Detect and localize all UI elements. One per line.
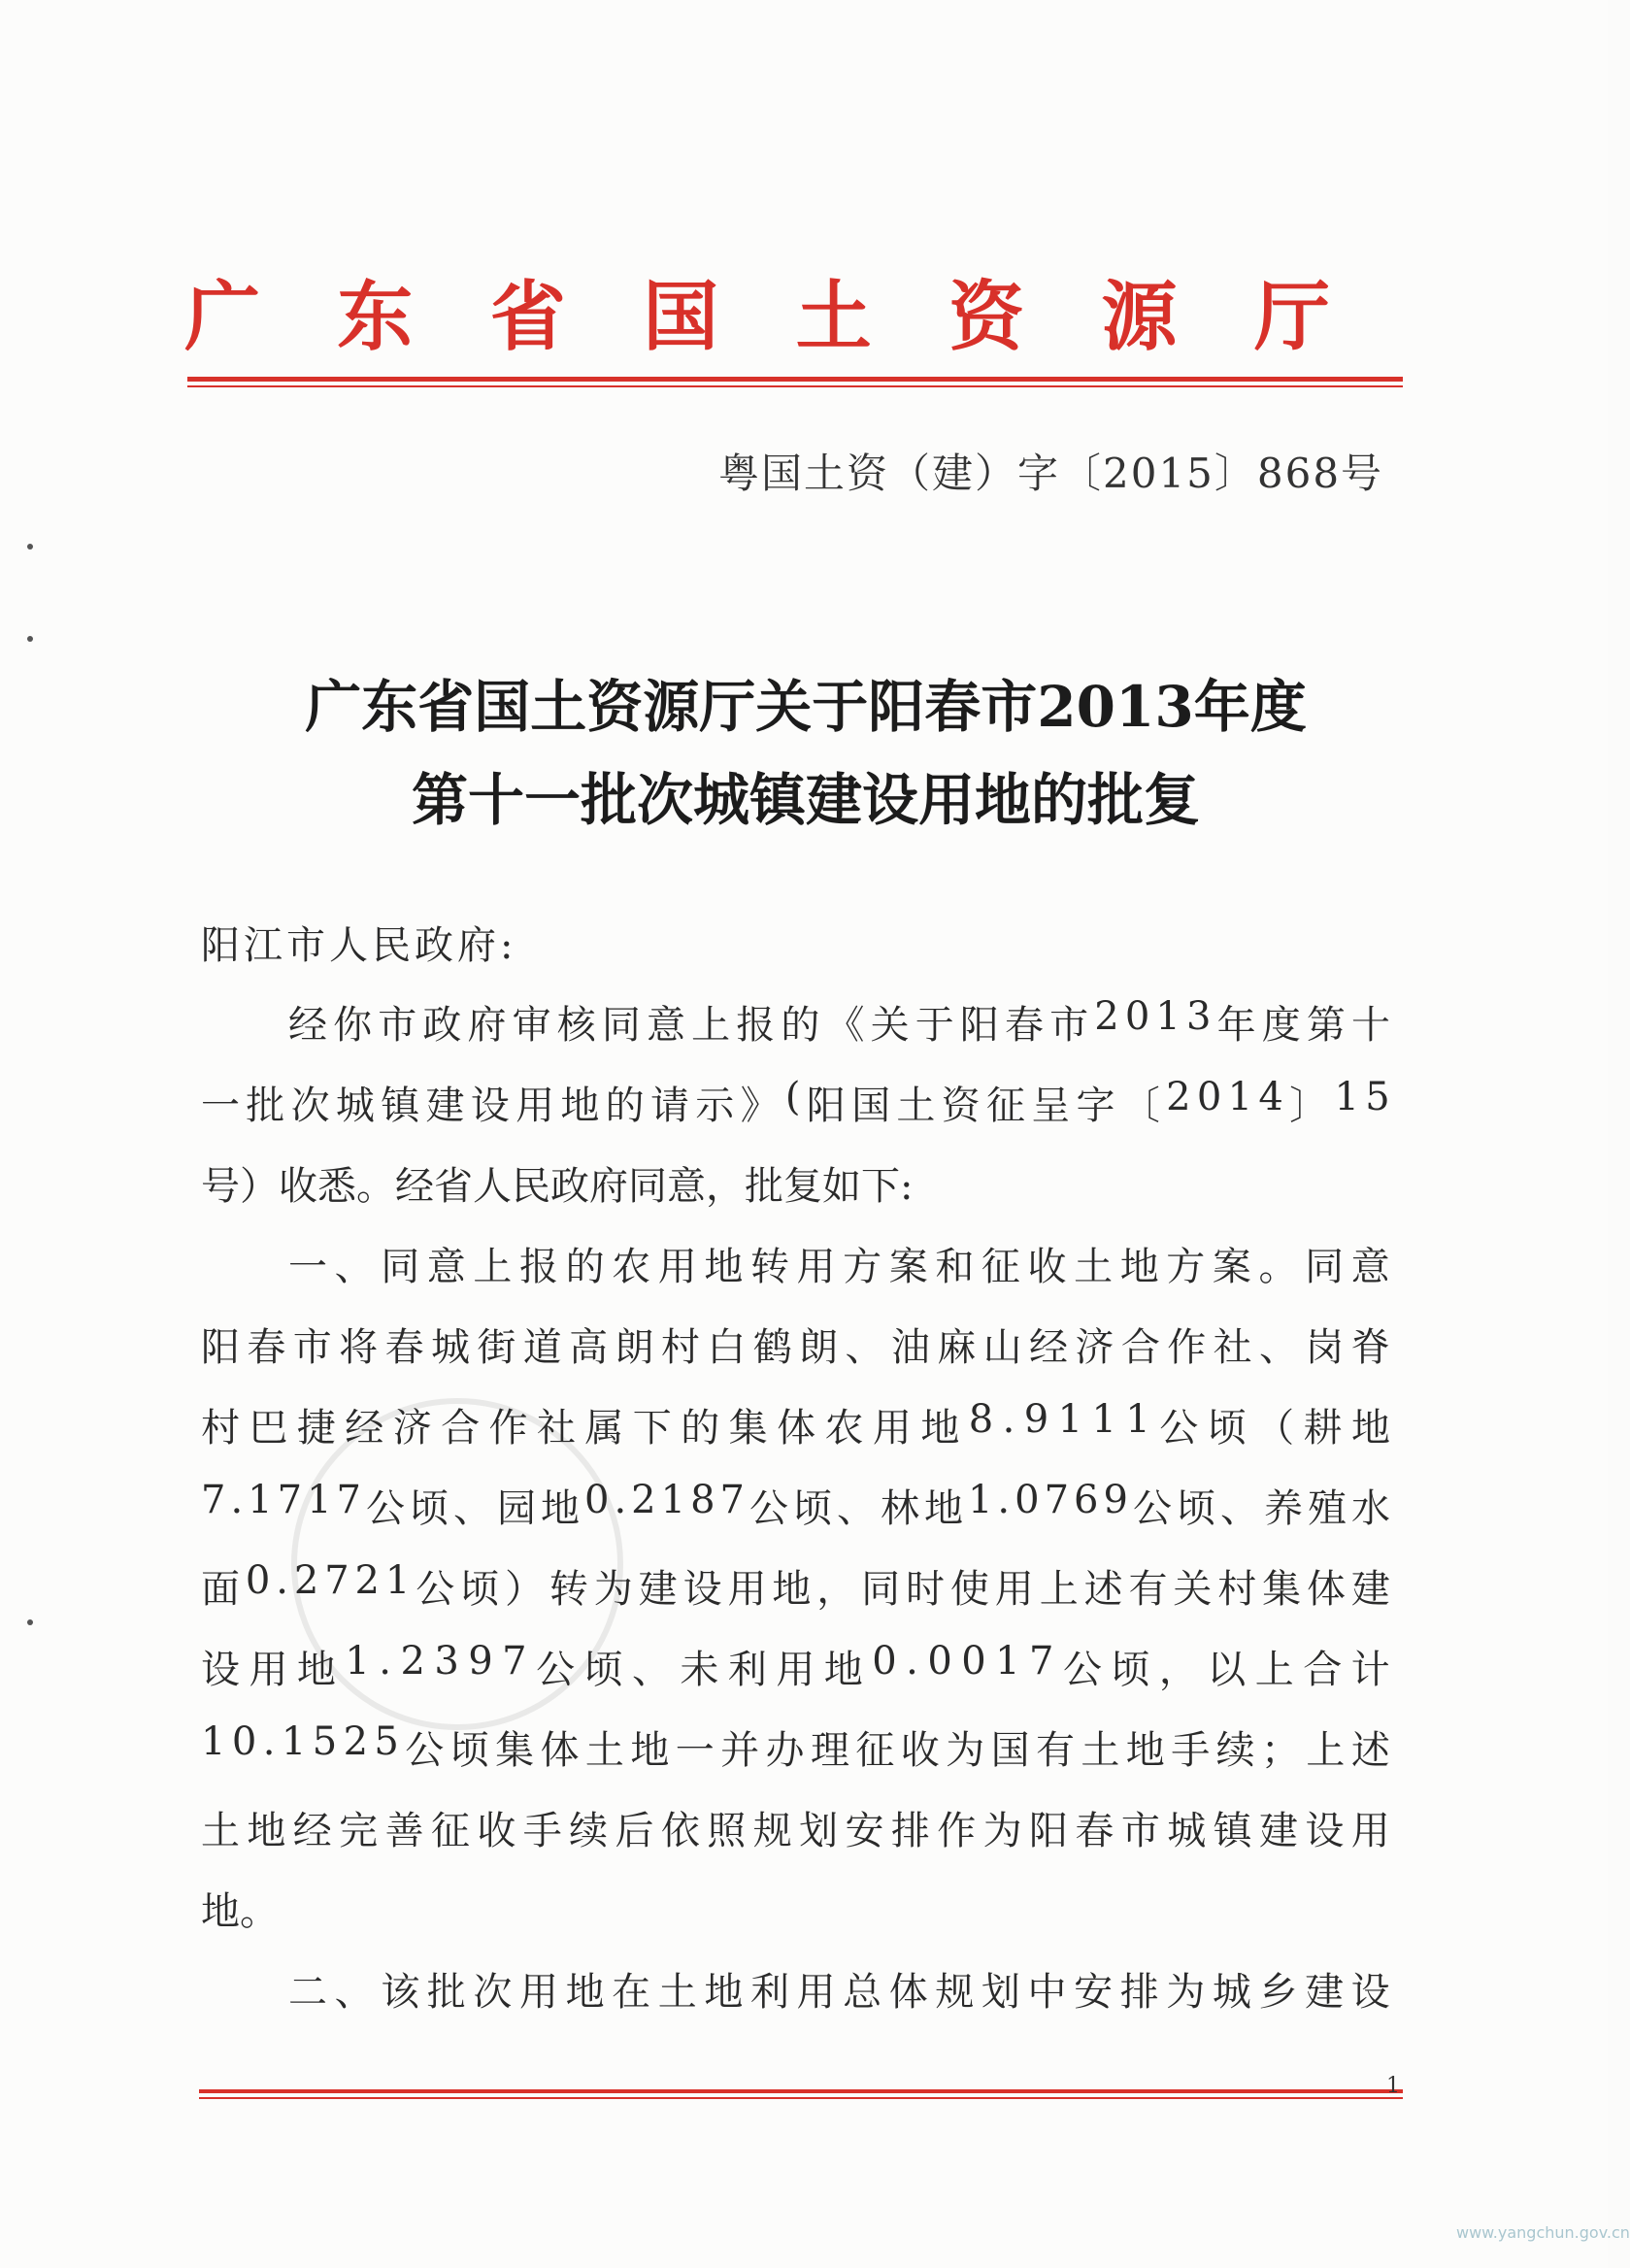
org-char: 土 (795, 274, 872, 361)
header-rule-thin (187, 385, 1403, 387)
body-line: 地。 (201, 1889, 279, 1934)
body-line: 阳 春 市 将 春 城 街 道 高 朗 村 白 鹤 朗 、 油 麻 山 经 济 合 作 社 、 岗 脊 (201, 1325, 1390, 1370)
document-number: 粤国土资（建）字〔2015〕868号 (718, 450, 1384, 497)
org-char: 广 (184, 274, 261, 361)
body-line: 面 0 . 2 7 2 1 公 顷 ） 转 为 建 设 用 地 ， 同 时 使 用 上 述 有 关 村 集 体 建 (201, 1558, 1390, 1612)
document-title (175, 660, 1437, 847)
org-char: 源 (1101, 274, 1178, 361)
org-char: 东 (337, 274, 414, 361)
body-line: 7 . 1 7 1 7 公 顷 、 园 地 0 . 2 1 8 7 公 顷 、 林 地 1 . 0 7 6 9 公 顷 、 养 殖 水 (201, 1478, 1390, 1531)
body-line: 设 用 地 1 . 2 3 9 7 公 顷 、 未 利 用 地 0 . 0 0 1 7 公 顷 ， 以 上 合 计 (201, 1639, 1390, 1692)
header-rule-thick (187, 377, 1403, 382)
scan-mark (27, 636, 33, 642)
scan-mark (27, 1619, 33, 1625)
title-line: 广东省国土资源厅关于阳春市2013年度 (305, 674, 1307, 740)
body-line: 号）收悉。经省人民政府同意，批复如下: (201, 1164, 914, 1209)
body-line: 一 批 次 城 镇 建 设 用 地 的 请 示 》 ( 阳 国 土 资 征 呈 字 〔 2 0 1 4 〕 1 5 (201, 1075, 1390, 1128)
issuing-organization-header (184, 262, 1330, 359)
body-line: 经 你 市 政 府 审 核 同 意 上 报 的 《 关 于 阳 春 市 2 0 1 3 年 度 第 十 (288, 994, 1390, 1048)
title-line: 第十一批次城镇建设用地的批复 (411, 767, 1200, 833)
body-line: 1 0 . 1 5 2 5 公 顷 集 体 土 地 一 并 办 理 征 收 为 国 有 土 地 手 续 ； 上 述 (201, 1719, 1390, 1773)
org-char: 资 (948, 274, 1025, 361)
body-line: 二 、 该 批 次 用 地 在 土 地 利 用 总 体 规 划 中 安 排 为 城 乡 建 设 (288, 1970, 1390, 2015)
org-char: 省 (489, 274, 566, 361)
scan-mark (27, 544, 33, 550)
org-char: 国 (643, 274, 719, 361)
org-char: 厅 (1253, 274, 1330, 361)
site-watermark: www.yangchun.gov.cn (1456, 2223, 1630, 2242)
body-line: 土 地 经 完 善 征 收 手 续 后 依 照 规 划 安 排 作 为 阳 春 市 城 镇 建 设 用 (201, 1809, 1390, 1853)
recipient: 阳江市人民政府: (201, 923, 517, 968)
footer-rule-thick (199, 2089, 1403, 2093)
footer-rule-thin (199, 2097, 1403, 2099)
page-number: 1 (1386, 2074, 1400, 2098)
body-line: 一 、 同 意 上 报 的 农 用 地 转 用 方 案 和 征 收 土 地 方 案 。 同 意 (288, 1245, 1390, 1289)
body-line: 村 巴 捷 经 济 合 作 社 属 下 的 集 体 农 用 地 8 . 9 1 1 1 公 顷 （ 耕 地 (201, 1397, 1390, 1451)
